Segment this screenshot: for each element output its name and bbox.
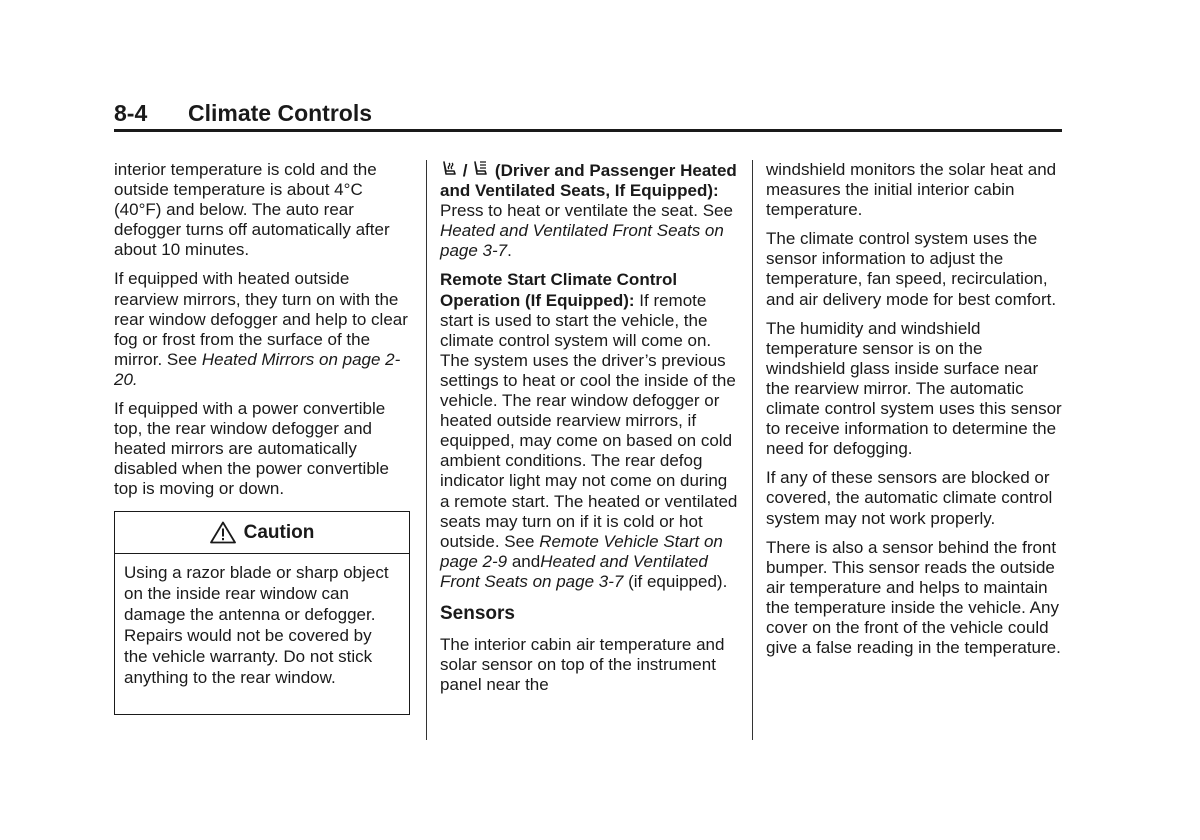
ventilated-seat-icon — [472, 160, 490, 178]
heated-seat-icon — [440, 160, 458, 178]
seat-icons-2 — [472, 160, 490, 178]
column-divider — [426, 160, 427, 740]
cross-reference: Remote Vehicle Start on page 2-9 — [440, 531, 723, 571]
paragraph-end: . — [507, 241, 512, 261]
paragraph-text: Press to heat or ventilate the seat. See — [440, 201, 733, 221]
cross-reference: Heated Mirrors on page 2-20. — [114, 349, 401, 389]
column-2 — [440, 160, 740, 704]
column-divider — [752, 160, 753, 740]
paragraph: interior temperature is cold and the outside temperature is about 4°C (40°F) and below. The auto rear defogger turns off automatically after about 10 minutes. — [114, 160, 390, 260]
paragraph: If equipped with a power convertible top, the rear window defogger and heated mirrors are automatically disabled when the power convertible top is moving or down. — [114, 399, 390, 499]
section-title: Climate Controls — [188, 100, 373, 126]
cross-reference: Heated and Ventilated Front Seats on page 3-7 — [440, 551, 708, 591]
paragraph-text: If equipped with heated outside rearview mirrors, they turn on with the rear window defogger and help to clear fog or frost from the surface of the mirror. See — [114, 269, 408, 369]
section-number: 8-4 — [114, 100, 148, 126]
paragraph — [440, 270, 740, 592]
seats-heading: (Driver and Passenger Heated and Ventilated Seats, If Equipped): — [440, 161, 737, 201]
caution-box — [114, 511, 410, 715]
header-rule — [114, 129, 1062, 132]
paragraph: The climate control system uses the sensor information to adjust the temperature, fan speed, recirculation, and air delivery mode for best comfort. — [766, 229, 1057, 309]
seat-icons — [440, 160, 458, 178]
caution-text: Using a razor blade or sharp object on the inside rear window can damage the antenna or defogger. Repairs would not be covered by the vehicle warranty. Do not stick anything to the rear window. — [124, 563, 389, 687]
remote-start-heading: Remote Start Climate Control Operation (If Equipped): — [440, 270, 678, 310]
paragraph: If any of these sensors are blocked or covered, the automatic climate control system may not work properly. — [766, 468, 1053, 528]
column-1 — [114, 160, 414, 509]
paragraph — [114, 269, 414, 390]
sensors-heading: Sensors — [440, 602, 515, 624]
paragraph: There is also a sensor behind the front bumper. This sensor reads the outside air temperature and helps to maintain the temperature inside the vehicle. Any cover on the front of the vehicle could give a false reading in the temperature. — [766, 537, 1061, 658]
paragraph — [440, 160, 740, 261]
paragraph-text: If remote start is used to start the vehicle, the climate control system will come on. The system uses the driver’s previous settings to heat or cool the inside of the vehicle. The rear window defogger or heated outside rearview mirrors, if equipped, may come on based on cold ambient conditions. The rear defog indicator light may not come on during a remote start. The heated or ventilated seats may turn on if it is cold or hot outside. See — [440, 290, 738, 551]
cross-reference: Heated and Ventilated Front Seats on page 3-7 — [440, 221, 724, 261]
page-header — [114, 100, 1062, 130]
paragraph-end: (if equipped). — [623, 571, 728, 591]
seat-icons-separator: / — [458, 161, 473, 180]
warning-triangle-icon — [210, 521, 236, 544]
paragraph-text: and — [507, 551, 541, 571]
paragraph: The interior cabin air temperature and solar sensor on top of the instrument panel near the — [440, 634, 725, 695]
paragraph: The humidity and windshield temperature sensor is on the windshield glass inside surface near the rearview mirror. The automatic climate control system uses this sensor to receive information to determine the need for defogging. — [766, 318, 1062, 459]
caution-title: Caution — [243, 521, 315, 543]
column-3 — [766, 160, 1064, 667]
caution-header — [115, 512, 409, 554]
paragraph: windshield monitors the solar heat and measures the initial interior cabin temperature. — [766, 160, 1057, 220]
